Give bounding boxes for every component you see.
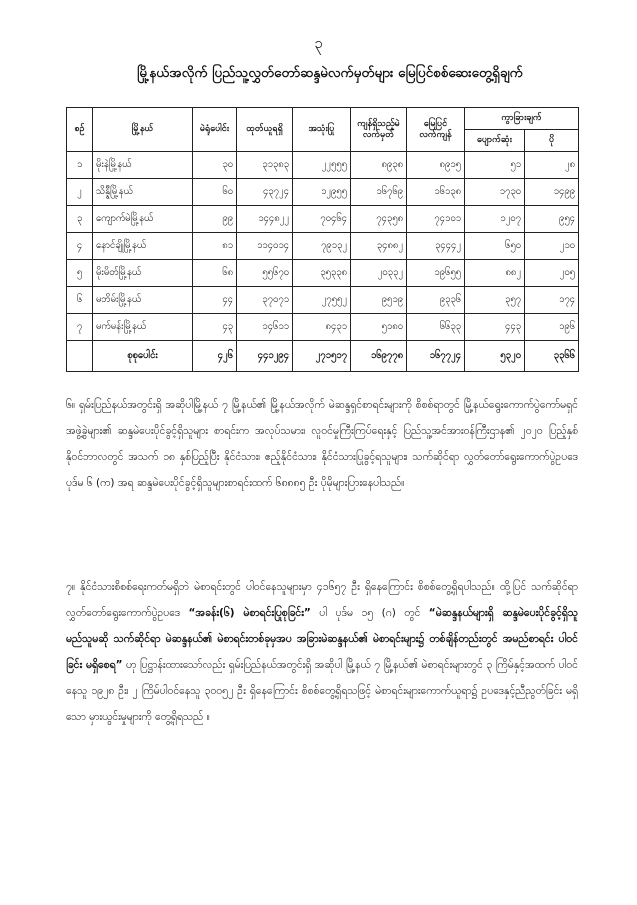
row-used-cell: ၃၅၃၃၈ xyxy=(293,260,351,287)
header-used: အသုံးပြု xyxy=(293,108,351,152)
header-field-remaining: မြေပြင်လက်ကျန် xyxy=(407,108,465,152)
row-village-tracts-cell: ၄၃ xyxy=(193,314,237,341)
total-c3: ၂၇၁၅၁၇ xyxy=(293,341,351,372)
table-row xyxy=(67,152,579,179)
row-township-cell: မဘိမ်းမြို့နယ် xyxy=(93,287,193,314)
row-excess-cell: ၁၉၆ xyxy=(525,314,579,341)
row-missing-cell: ၃၅၇ xyxy=(465,287,525,314)
row-sn-cell: ၂ xyxy=(67,179,93,206)
row-sn-cell: ၅ xyxy=(67,260,93,287)
table-row xyxy=(67,179,579,206)
total-sn-cell xyxy=(67,341,93,372)
page-number: ၃ xyxy=(314,34,323,52)
paragraph-7-number: ၇။ xyxy=(66,581,76,593)
row-excess-cell: ၁၄၉၉ xyxy=(525,179,579,206)
row-sn-cell: ၁ xyxy=(67,152,93,179)
paragraph-7-text-c: ဟု ပြဋ္ဌာန်းထားသော်လည်း ရှမ်းပြည်နယ်အတွင်းရှိ အဆိုပါ မြို့နယ် ၇ မြို့နယ်၏ မဲစာရင်းများတွင် ၃ ကြိမ်နှင့်အထက် ပါဝင်နေသူ ၁၉၂၈ ဦး၊ ၂ ကြိမ်ပါဝင်နေသူ ၃၀၀၅၂ ဦး ရှိနေကြောင်း စိစစ်တွေ့ရှိရသဖြင့် မဲစာရင်းများကောက်ယူရာ၌ ဥပဒေနှင့်ညီညွတ်ခြင်း မရှိသော မှားယွင်းမှုများကို တွေ့ရှိရသည် ။ xyxy=(66,659,578,723)
row-township-cell: သိန္နီမြို့နယ် xyxy=(93,179,193,206)
total-c7: ၃၃၆၆ xyxy=(525,341,579,372)
total-c2: ၄၄၁၂၉၄ xyxy=(237,341,293,372)
total-c1: ၄၂၆ xyxy=(193,341,237,372)
paragraph-7-text-b: ပါ ပုဒ်မ ၁၅ (ဂ) တွင် xyxy=(319,607,421,619)
row-field-remaining-cell: ၈၉၁၅ xyxy=(407,152,465,179)
row-township-cell: မက်မန်းမြို့နယ် xyxy=(93,314,193,341)
ballot-verification-table xyxy=(66,107,579,372)
paragraph-7-quote-b: “မဲဆန္ဒနယ်များရှိ ဆန္ဒမဲပေးပိုင်ခွင့်ရှိသူ မည်သူမဆို သက်ဆိုင်ရာ မဲဆန္ဒနယ်၏ မဲစာရင်းတစ်ခုမှအပ အခြားမဲဆန္ဒနယ်၏ မဲစာရင်းများ၌ တစ်ချိန်တည်းတွင် အမည်စာရင်း ပါဝင်ခြင်း မရှိစေရ” xyxy=(66,607,578,671)
row-village-tracts-cell: ၄၄ xyxy=(193,287,237,314)
row-excess-cell: ၉၅၄ xyxy=(525,206,579,233)
row-received-cell: ၁၁၄၀၁၄ xyxy=(237,233,293,260)
paragraph-7-text-a: နိုင်ငံသားစိစစ်ရေးကတ်မရှိဘဲ မဲစာရင်းတွင် ပါဝင်နေသူများမှာ ၄၁၆၅၇ ဦး ရှိနေကြောင်း စိစစ်တွေ့ရှိရပါသည်။ ထို့ပြင် သက်ဆိုင်ရာ လွှတ်တော်ရွေးကောက်ပွဲဥပဒေ xyxy=(66,581,578,619)
row-village-tracts-cell: ၃၀ xyxy=(193,152,237,179)
row-used-cell: ၈၄၃၁ xyxy=(293,314,351,341)
paragraph-7-quote-a: “အခန်း(၆) မဲစာရင်းပြုစုခြင်း” xyxy=(188,607,311,619)
header-diff-missing: ပျောက်ဆုံး xyxy=(465,130,525,152)
row-remaining-cell: ၈၉၃၈ xyxy=(351,152,407,179)
row-sn-cell: ၃ xyxy=(67,206,93,233)
header-sn: စဉ် xyxy=(67,108,93,152)
header-remaining-ballots: ကျန်ရှိသည့်မဲလက်မှတ် xyxy=(351,108,407,152)
row-used-cell: ၂၂၅၅၅ xyxy=(293,152,351,179)
table-row xyxy=(67,233,579,260)
row-field-remaining-cell: ၉၃၃၆ xyxy=(407,287,465,314)
row-township-cell: ကျောက်မဲမြို့နယ် xyxy=(93,206,193,233)
row-used-cell: ၇၀၄၆၄ xyxy=(293,206,351,233)
total-label: စုစုပေါင်း xyxy=(93,341,193,372)
table-total-row xyxy=(67,341,579,372)
total-c5: ၁၆၇၇၂၄ xyxy=(407,341,465,372)
row-received-cell: ၃၁၃၈၃ xyxy=(237,152,293,179)
table-row xyxy=(67,314,579,341)
row-missing-cell: ၁၇၃၀ xyxy=(465,179,525,206)
row-missing-cell: ၈၈၂ xyxy=(465,260,525,287)
row-used-cell: ၇၉၁၃၂ xyxy=(293,233,351,260)
table-row xyxy=(67,206,579,233)
row-received-cell: ၅၅၆၇၀ xyxy=(237,260,293,287)
row-village-tracts-cell: ၆၈ xyxy=(193,260,237,287)
row-excess-cell: ၂၈ xyxy=(525,152,579,179)
row-missing-cell: ၁၂၀၇ xyxy=(465,206,525,233)
table-row xyxy=(67,260,579,287)
row-missing-cell: ၅၁ xyxy=(465,152,525,179)
paragraph-6 xyxy=(66,392,578,496)
row-received-cell: ၄၃၇၂၄ xyxy=(237,179,293,206)
row-remaining-cell: ၇၄၃၅၈ xyxy=(351,206,407,233)
row-field-remaining-cell: ၆၆၃၃ xyxy=(407,314,465,341)
header-received: ထုတ်ယူရရှိ xyxy=(237,108,293,152)
row-field-remaining-cell: ၁၉၆၅၅ xyxy=(407,260,465,287)
row-received-cell: ၃၇၀၇၁ xyxy=(237,287,293,314)
row-sn-cell: ၆ xyxy=(67,287,93,314)
header-village-tracts: မဲရုံပေါင်း xyxy=(193,108,237,152)
row-remaining-cell: ၃၄၈၈၂ xyxy=(351,233,407,260)
total-c6: ၅၃၂၀ xyxy=(465,341,525,372)
row-remaining-cell: ၉၅၁၉ xyxy=(351,287,407,314)
header-township: မြို့နယ် xyxy=(93,108,193,152)
row-remaining-cell: ၁၆၇၆၉ xyxy=(351,179,407,206)
row-received-cell: ၁၄၆၁၁ xyxy=(237,314,293,341)
paragraph-6-number: ၆။ xyxy=(66,399,76,411)
table-row xyxy=(67,287,579,314)
paragraph-6-text: ရှမ်းပြည်နယ်အတွင်းရှိ အဆိုပါမြို့နယ် ၇ မြို့နယ်၏ မြို့နယ်အလိုက် မဲဆန္ဒရှင်စာရင်းများကို စိစစ်ရာတွင် မြို့နယ်ရွေးကောက်ပွဲကော်မရှင်အဖွဲ့ခွဲများ၏ ဆန္ဒမဲပေးပိုင်ခွင့်ရှိသူများ စာရင်းက အလုပ်သမား၊ လူဝင်မှုကြီးကြပ်ရေးနှင့် ပြည်သူ့အင်အားဝန်ကြီးဌာန၏ ၂၀၂၀ ပြည့်နှစ် နိုဝင်ဘာလတွင် အသက် ၁၈ နှစ်ပြည့်ပြီး နိုင်ငံသား၊ ဧည့်နိုင်ငံသား၊ နိုင်ငံသားပြုခွင့်ရသူများ၊ သက်ဆိုင်ရာ လွှတ်တော်ရွေးကောက်ပွဲဥပဒေပုဒ်မ ၆ (က) အရ ဆန္ဒမဲပေးပိုင်ခွင့်ရှိသူများစာရင်းထက် ၆၈၈၈၅ ဦး ပိုမိုများပြားနေပါသည်။ xyxy=(66,399,578,489)
total-c4: ၁၆၉၇၇၈ xyxy=(351,341,407,372)
document-title: မြို့နယ်အလိုက် ပြည်သူ့လွှတ်တော်ဆန္ဒမဲလက်မှတ်များ မြေပြင်စစ်ဆေးတွေ့ရှိချက် xyxy=(137,65,523,81)
row-missing-cell: ၄၄၃ xyxy=(465,314,525,341)
row-excess-cell: ၁၇၄ xyxy=(525,287,579,314)
row-sn-cell: ၄ xyxy=(67,233,93,260)
row-remaining-cell: ၅၁၈၀ xyxy=(351,314,407,341)
row-village-tracts-cell: ၆၀ xyxy=(193,179,237,206)
row-township-cell: နောင်ချိုမြို့နယ် xyxy=(93,233,193,260)
row-used-cell: ၂၇၅၅၂ xyxy=(293,287,351,314)
row-received-cell: ၁၄၄၈၂၂ xyxy=(237,206,293,233)
row-township-cell: မိုးနဲမြို့နယ် xyxy=(93,152,193,179)
row-village-tracts-cell: ၉၉ xyxy=(193,206,237,233)
row-field-remaining-cell: ၃၄၄၄၂ xyxy=(407,233,465,260)
row-field-remaining-cell: ၇၄၁၀၁ xyxy=(407,206,465,233)
row-township-cell: မိုးမိတ်မြို့နယ် xyxy=(93,260,193,287)
row-missing-cell: ၆၅၀ xyxy=(465,233,525,260)
row-field-remaining-cell: ၁၆၁၃၈ xyxy=(407,179,465,206)
row-excess-cell: ၂၁၀ xyxy=(525,233,579,260)
header-diff-excess: ပို xyxy=(525,130,579,152)
row-used-cell: ၁၂၉၅၅ xyxy=(293,179,351,206)
table-header-row xyxy=(67,108,579,130)
header-difference: ကွာခြားချက် xyxy=(465,108,579,130)
row-village-tracts-cell: ၈၁ xyxy=(193,233,237,260)
row-remaining-cell: ၂၀၃၃၂ xyxy=(351,260,407,287)
paragraph-7 xyxy=(66,574,578,730)
row-excess-cell: ၂၀၅ xyxy=(525,260,579,287)
row-sn-cell: ၇ xyxy=(67,314,93,341)
